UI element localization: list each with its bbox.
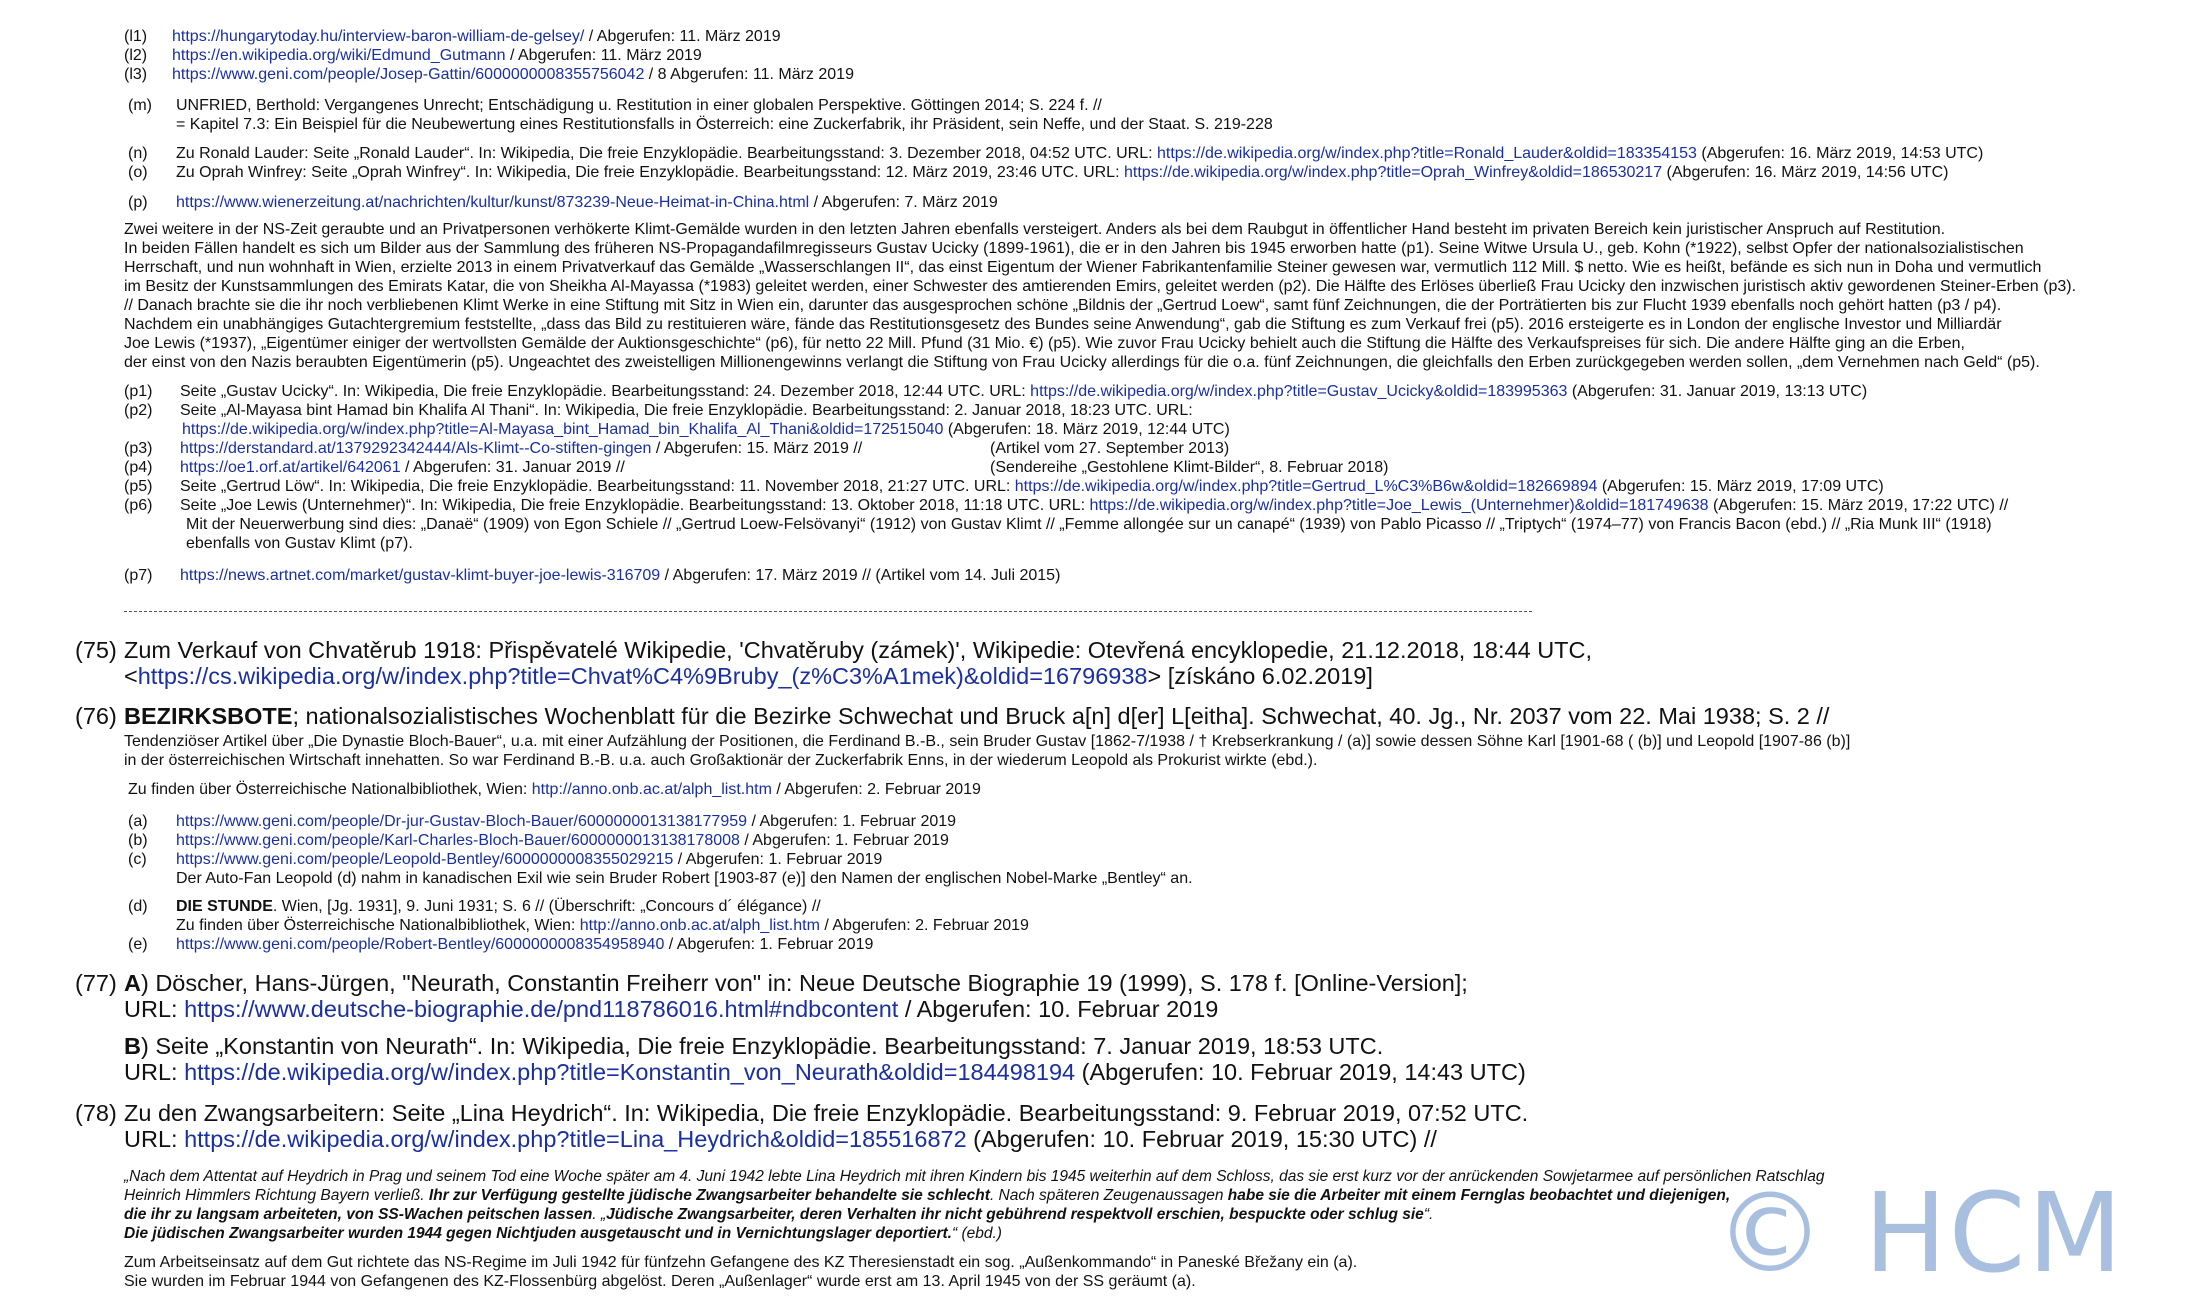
ref-label: (p3) xyxy=(124,440,153,457)
entry-link[interactable]: https://de.wikipedia.org/w/index.php?title=Konstantin_von_Neurath&oldid=184498194 xyxy=(184,1059,1076,1085)
ref-note: (Sendereihe „Gestohlene Klimt-Bilder“, 8. Februar 2018) xyxy=(990,459,1389,476)
ref-label: (p2) xyxy=(124,402,153,419)
paragraph-line: Joe Lewis (*1937), „Eigentümer einiger der wertvollsten Gemälde der Auktionsgeschichte“ (p6), für netto 22 Mill. Pfund (31 Mio. €) (p5). Wie zuvor Frau Ucicky behielt auch die Stiftung die Hälfte des Verkaufspreises für sich. Die andere Hälfte ging an die Erben, xyxy=(124,335,1965,352)
entry-text: < xyxy=(124,663,138,689)
tail-text: Sie wurden im Februar 1944 von Gefangenen des KZ-Flossenbürg abgelöst. Deren „Außenlager“ wurde erst am 13. April 1945 von der SS geräumt (a). xyxy=(124,1273,1196,1290)
ref-link[interactable]: https://www.wienerzeitung.at/nachrichten/kultur/kunst/873239-Neue-Heimat-in-China.html xyxy=(176,194,810,211)
ref-link[interactable]: https://www.geni.com/people/Robert-Bentley/6000000008354958940 xyxy=(176,936,665,953)
ref-text: UNFRIED, Berthold: Vergangenes Unrecht; Entschädigung u. Restitution in einer globalen Perspektive. Göttingen 2014; S. 224 f. // xyxy=(176,97,1102,114)
paragraph-line: // Danach brachte sie die ihr noch verbliebenen Klimt Werke in eine Stiftung mit Sitz in Wien ein, darunter das ausgesprochen schöne „Bildnis der „Gertrud Loew“, samt fünf Zeichnungen, die der Porträtierten bis zur Flucht 1939 ebenfalls noch gehört hatten (p3 / p4). xyxy=(124,297,2002,314)
ref-after: (Abgerufen: 15. März 2019, 17:22 UTC) // xyxy=(1708,497,2009,514)
ref-c-note: Der Auto-Fan Leopold (d) nahm in kanadischen Exil wie sein Bruder Robert [1903-87 (e)] den Namen der englischen Nobel-Marke „Bentley“ an. xyxy=(176,870,1193,887)
ref-link[interactable]: https://en.wikipedia.org/wiki/Edmund_Gutmann xyxy=(172,47,506,64)
entry-text: ) Döscher, Hans-Jürgen, "Neurath, Constantin Freiherr von" in: Neue Deutsche Biographie 19 (1999), S. 178 f. [Online-Version]; xyxy=(140,970,1468,996)
ref-label: (o) xyxy=(128,164,148,181)
ref-link[interactable]: https://hungarytoday.hu/interview-baron-william-de-gelsey/ xyxy=(172,28,585,45)
ref-after: / Abgerufen: 31. Januar 2019 // xyxy=(400,459,625,476)
ref-text: Zu Ronald Lauder: Seite „Ronald Lauder“. In: Wikipedia, Die freie Enzyklopädie. Bearbeitungsstand: 3. Dezember 2018, 04:52 UTC. URL: xyxy=(176,145,1157,162)
ref-label: (d) xyxy=(128,898,148,915)
entry-link[interactable]: https://de.wikipedia.org/w/index.php?title=Lina_Heydrich&oldid=185516872 xyxy=(184,1126,967,1152)
ref-after: / Abgerufen: 15. März 2019 // xyxy=(651,440,863,457)
ref-label: (a) xyxy=(128,813,148,830)
body-paragraph xyxy=(124,220,2076,372)
ref-text: Zu Oprah Winfrey: Seite „Oprah Winfrey“. In: Wikipedia, Die freie Enzyklopädie. Bearbeitungsstand: 12. März 2019, 23:46 UTC. URL: xyxy=(176,164,1124,181)
ref-after: / Abgerufen: 17. März 2019 // (Artikel vom 14. Juli 2015) xyxy=(660,567,1061,584)
ref-after: (Abgerufen: 18. März 2019, 12:44 UTC) xyxy=(943,421,1230,438)
ref-link[interactable]: https://de.wikipedia.org/w/index.php?title=Oprah_Winfrey&oldid=186530217 xyxy=(1123,164,1663,181)
entry-bold: BEZIRKSBOTE xyxy=(124,703,293,729)
ref-after: / Abgerufen: 2. Februar 2019 xyxy=(819,917,1029,934)
entry-after: (Abgerufen: 10. Februar 2019, 14:43 UTC) xyxy=(1075,1059,1526,1085)
ref-label: (l1) xyxy=(124,28,148,45)
entry-number: (78) xyxy=(75,1100,117,1126)
ref-text: Seite „Al-Mayasa bint Hamad bin Khalifa Al Thani“. In: Wikipedia, Die freie Enzyklopädie. Bearbeitungsstand: 2. Januar 2018, 18:23 UTC. URL: xyxy=(180,402,1193,419)
ref-label: (p1) xyxy=(124,383,153,400)
ref-link[interactable]: https://de.wikipedia.org/w/index.php?title=Joe_Lewis_(Unternehmer)&oldid=181749638 xyxy=(1089,497,1709,514)
ref-bold: DIE STUNDE xyxy=(176,898,273,915)
entry-after: > [získáno 6.02.2019] xyxy=(1147,663,1373,689)
ref-link[interactable]: https://www.geni.com/people/Dr-jur-Gustav-Bloch-Bauer/6000000013138177959 xyxy=(176,813,748,830)
onb-link[interactable]: http://anno.onb.ac.at/alph_list.htm xyxy=(579,917,820,934)
ref-after: / Abgerufen: 11. März 2019 xyxy=(505,47,702,64)
ref-text: . Wien, [Jg. 1931], 9. Juni 1931; S. 6 // (Überschrift: „Concours d´ élégance) // xyxy=(272,898,821,915)
entry-after: (Abgerufen: 10. Februar 2019, 15:30 UTC) // xyxy=(966,1126,1437,1152)
ref-link[interactable]: https://www.geni.com/people/Karl-Charles-Bloch-Bauer/6000000013138178008 xyxy=(176,832,740,849)
quote-line: Heinrich Himmlers Richtung Bayern verließ. Ihr zur Verfügung gestellte jüdische Zwangsarbeiter behandelte sie schlecht. Nach späteren Zeugenaussagen habe sie die Arbeiter mit einem Fernglas beobachtet und diejenigen, xyxy=(124,1187,1731,1204)
ref-label: (n) xyxy=(128,145,148,162)
ref-after: / Abgerufen: 1. Februar 2019 xyxy=(739,832,949,849)
ref-after: (Abgerufen: 15. März 2019, 17:09 UTC) xyxy=(1597,478,1884,495)
ref-label: (l2) xyxy=(124,47,148,64)
ref-after: / 8 Abgerufen: 11. März 2019 xyxy=(644,66,854,83)
ref-link[interactable]: https://www.geni.com/people/Leopold-Bentley/6000000008355029215 xyxy=(176,851,674,868)
ref-label: (p6) xyxy=(124,497,153,514)
ref-text: Seite „Gustav Ucicky“. In: Wikipedia, Die freie Enzyklopädie. Bearbeitungsstand: 24. Dezember 2018, 12:44 UTC. URL: xyxy=(180,383,1031,400)
ref-link[interactable]: https://de.wikipedia.org/w/index.php?title=Gertrud_L%C3%B6w&oldid=182669894 xyxy=(1014,478,1598,495)
ref-text: Mit der Neuerwerbung sind dies: „Danaë“ (1909) von Egon Schiele // „Gertrud Loew-Felsövanyi“ (1912) von Gustav Klimt // „Femme allongée sur un canapé“ (1939) von Pablo Picasso // „Triptych“ (1974–77) von Francis Bacon (ebd.) // „Ria Munk III“ (1918) xyxy=(186,516,1992,533)
entry-link[interactable]: https://cs.wikipedia.org/w/index.php?title=Chvat%C4%9Bruby_(z%C3%A1mek)&oldid=16796938 xyxy=(137,663,1148,689)
paragraph-line: Herrschaft, und nun wohnhaft in Wien, erzielte 2013 in einem Privatverkauf das Gemälde „Wasserschlangen II“, das einst Eigentum der Wiener Fabrikantenfamilie Steiner gewesen war, vermutlich 112 Mill. $ netto. Wie es heißt, befände es sich nun in Doha und vermutlich xyxy=(124,259,2042,276)
entry-after: / Abgerufen: 2. Februar 2019 xyxy=(771,781,981,798)
ref-after: (Abgerufen: 16. März 2019, 14:53 UTC) xyxy=(1696,145,1984,162)
ref-label: (c) xyxy=(128,851,147,868)
onb-link[interactable]: http://anno.onb.ac.at/alph_list.htm xyxy=(531,781,772,798)
ref-link[interactable]: https://news.artnet.com/market/gustav-klimt-buyer-joe-lewis-316709 xyxy=(180,567,661,584)
tail-text: Zum Arbeitseinsatz auf dem Gut richtete das NS-Regime im Juli 1942 für fünfzehn Gefangene des KZ Theresienstadt ein sog. „Außenkommando“ in Paneské Břežany ein (a). xyxy=(124,1254,1358,1271)
entry-text: Zu den Zwangsarbeitern: Seite „Lina Heydrich“. In: Wikipedia, Die freie Enzyklopädie. Bearbeitungsstand: 9. Februar 2019, 07:52 UTC. xyxy=(124,1100,1529,1126)
ref-after: / Abgerufen: 1. Februar 2019 xyxy=(747,813,957,830)
paragraph-line: In beiden Fällen handelt es sich um Bilder aus der Sammlung des früheren NS-Propagandafilmregisseurs Gustav Ucicky (1899-1961), die er in den Jahren bis 1945 erworben hatte (p1). Seine Witwe Ursula U., geb. Kohn (*1922), selbst Opfer der nationalsozialistischen xyxy=(124,240,2024,257)
ref-link[interactable]: https://de.wikipedia.org/w/index.php?title=Ronald_Lauder&oldid=183354153 xyxy=(1156,145,1697,162)
section-divider xyxy=(124,611,1532,612)
paragraph-line: im Besitz der Kunstsammlungen des Emirats Katar, die von Sheikha Al-Mayassa (*1983) geleitet werden, einer Schwester des amtierenden Emirs, geleitet werden (p2). Die Hälfte des Erlöses überließ Frau Ucicky den inzwischen juristisch aktiv gewordenen Steiner-Erben (p3). xyxy=(124,278,2077,295)
ref-label: (p5) xyxy=(124,478,153,495)
watermark-logo: © HCM xyxy=(1715,1169,2125,1297)
entry-bold: B xyxy=(124,1033,141,1059)
ref-label: (p) xyxy=(128,194,148,211)
entry-sub: Tendenziöser Artikel über „Die Dynastie Bloch-Bauer“, u.a. mit einer Aufzählung der Positionen, die Ferdinand B.-B., sein Bruder Gustav [1862-7/1938 / † Krebserkrankung / (a)] sowie dessen Söhne Karl [1901-68 ( (b)] und Leopold [1907-86 (b)] xyxy=(124,733,1851,750)
paragraph-line: Nachdem ein unabhängiges Gutachtergremium feststellte, „dass das Bild zu restituieren wäre, fände das Restitutionsgesetz des Bundes seine Anwendung“, gab die Stiftung es zum Verkauf frei (p5). 2016 ersteigerte es in London der englische Investor und Milliardär xyxy=(124,316,2002,333)
ref-after: (Abgerufen: 16. März 2019, 14:56 UTC) xyxy=(1662,164,1949,181)
quote-line: die ihr zu langsam arbeiteten, von SS-Wachen peitschen lassen. „Jüdische Zwangsarbeiter, deren Verhalten ihr nicht gebührend respektvoll erschien, bespuckte oder schlug sie“. xyxy=(124,1206,1434,1223)
ref-text: = Kapitel 7.3: Ein Beispiel für die Neubewertung eines Restitutionsfalls in Österreich: eine Zuckerfabrik, ihr Präsident, sein Neffe, und der Staat. S. 219-228 xyxy=(176,116,1273,133)
entry-text: ) Seite „Konstantin von Neurath“. In: Wikipedia, Die freie Enzyklopädie. Bearbeitungsstand: 7. Januar 2019, 18:53 UTC. xyxy=(140,1033,1384,1059)
paragraph-line: der einst von den Nazis beraubten Eigentümerin (p5). Ungeachtet des zweistelligen Millionengewinns verlangt die Stiftung von Frau Ucicky allerdings für die o.a. fünf Zeichnungen, die gleichfalls den Erben zurückgegeben werden sollen, „dem Vernehmen nach Geld“ (p5). xyxy=(124,354,2040,371)
entry-text: Zu finden über Österreichische Nationalbibliothek, Wien: xyxy=(128,781,532,798)
ref-after: (Abgerufen: 31. Januar 2019, 13:13 UTC) xyxy=(1567,383,1868,400)
ref-note: (Artikel vom 27. September 2013) xyxy=(990,440,1230,457)
ref-text: Seite „Gertrud Löw“. In: Wikipedia, Die freie Enzyklopädie. Bearbeitungsstand: 11. November 2018, 21:27 UTC. URL: xyxy=(180,478,1015,495)
quote-line: „Nach dem Attentat auf Heydrich in Prag und seinem Tod eine Woche später am 4. Juni 1942 lebte Lina Heydrich mit ihren Kindern bis 1945 weiterhin auf dem Schloss, das sie erst kurz vor der anrückenden Sowjetarmee auf persönlichen Ratschlag xyxy=(124,1168,1825,1185)
ref-label: (p4) xyxy=(124,459,153,476)
ref-link[interactable]: https://de.wikipedia.org/w/index.php?title=Al-Mayasa_bint_Hamad_bin_Khalifa_Al_Thani&oldid=172515040 xyxy=(182,421,944,438)
ref-text: ebenfalls von Gustav Klimt (p7). xyxy=(186,535,413,552)
entry-text: Zum Verkauf von Chvatěrub 1918: Přispěvatelé Wikipedie, 'Chvatěruby (zámek)', Wikipedie: Otevřená encyklopedie, 21.12.2018, 18:44 UTC, xyxy=(124,637,1593,663)
entry-number: (75) xyxy=(75,637,117,663)
ref-link[interactable]: https://oe1.orf.at/artikel/642061 xyxy=(180,459,401,476)
entry-link[interactable]: https://www.deutsche-biographie.de/pnd118786016.html#ndbcontent xyxy=(184,996,899,1022)
ref-link[interactable]: https://derstandard.at/1379292342444/Als-Klimt--Co-stiften-gingen xyxy=(180,440,652,457)
ref-after: / Abgerufen: 7. März 2019 xyxy=(809,194,998,211)
entry-text: URL: xyxy=(124,996,185,1022)
ref-text: Zu finden über Österreichische Nationalbibliothek, Wien: xyxy=(176,917,580,934)
paragraph-line: Zwei weitere in der NS-Zeit geraubte und an Privatpersonen verhökerte Klimt-Gemälde wurden in den letzten Jahren ebenfalls versteigert. Anders als bei dem Raubgut in öffentlicher Hand besteht im privaten Bereich kein juristischer Anspruch auf Restitution. xyxy=(124,221,1946,238)
entry-number: (76) xyxy=(75,703,117,729)
ref-label: (m) xyxy=(128,97,152,114)
ref-label: (b) xyxy=(128,832,148,849)
ref-text: Seite „Joe Lewis (Unternehmer)“. In: Wikipedia, Die freie Enzyklopädie. Bearbeitungsstand: 13. Oktober 2018, 11:18 UTC. URL: xyxy=(180,497,1090,514)
ref-after: / Abgerufen: 11. März 2019 xyxy=(584,28,781,45)
entry-number: (77) xyxy=(75,970,117,996)
entry-text: ; nationalsozialistisches Wochenblatt für die Bezirke Schwechat und Bruck a[n] d[er] L[eitha]. Schwechat, 40. Jg., Nr. 2037 vom 22. Mai 1938; S. 2 // xyxy=(292,703,1830,729)
entry-after: / Abgerufen: 10. Februar 2019 xyxy=(898,996,1219,1022)
ref-after: / Abgerufen: 1. Februar 2019 xyxy=(664,936,874,953)
entry-text: URL: xyxy=(124,1126,185,1152)
ref-label: (p7) xyxy=(124,567,153,584)
ref-link[interactable]: https://de.wikipedia.org/w/index.php?title=Gustav_Ucicky&oldid=183995363 xyxy=(1030,383,1568,400)
entry-bold: A xyxy=(124,970,141,996)
entry-sub: in der österreichischen Wirtschaft innehatten. So war Ferdinand B.-B. u.a. auch Großaktionär der Zuckerfabrik Enns, in der wiederum Leopold als Prokurist wirkte (ebd.). xyxy=(124,752,1318,769)
ref-label: (e) xyxy=(128,936,148,953)
entry-text: URL: xyxy=(124,1059,185,1085)
ref-link[interactable]: https://www.geni.com/people/Josep-Gattin/6000000008355756042 xyxy=(172,66,645,83)
ref-after: / Abgerufen: 1. Februar 2019 xyxy=(673,851,883,868)
quote-line: Die jüdischen Zwangsarbeiter wurden 1944 gegen Nichtjuden ausgetauscht und in Vernichtungslager deportiert.“ (ebd.) xyxy=(124,1225,1002,1242)
ref-label: (l3) xyxy=(124,66,148,83)
